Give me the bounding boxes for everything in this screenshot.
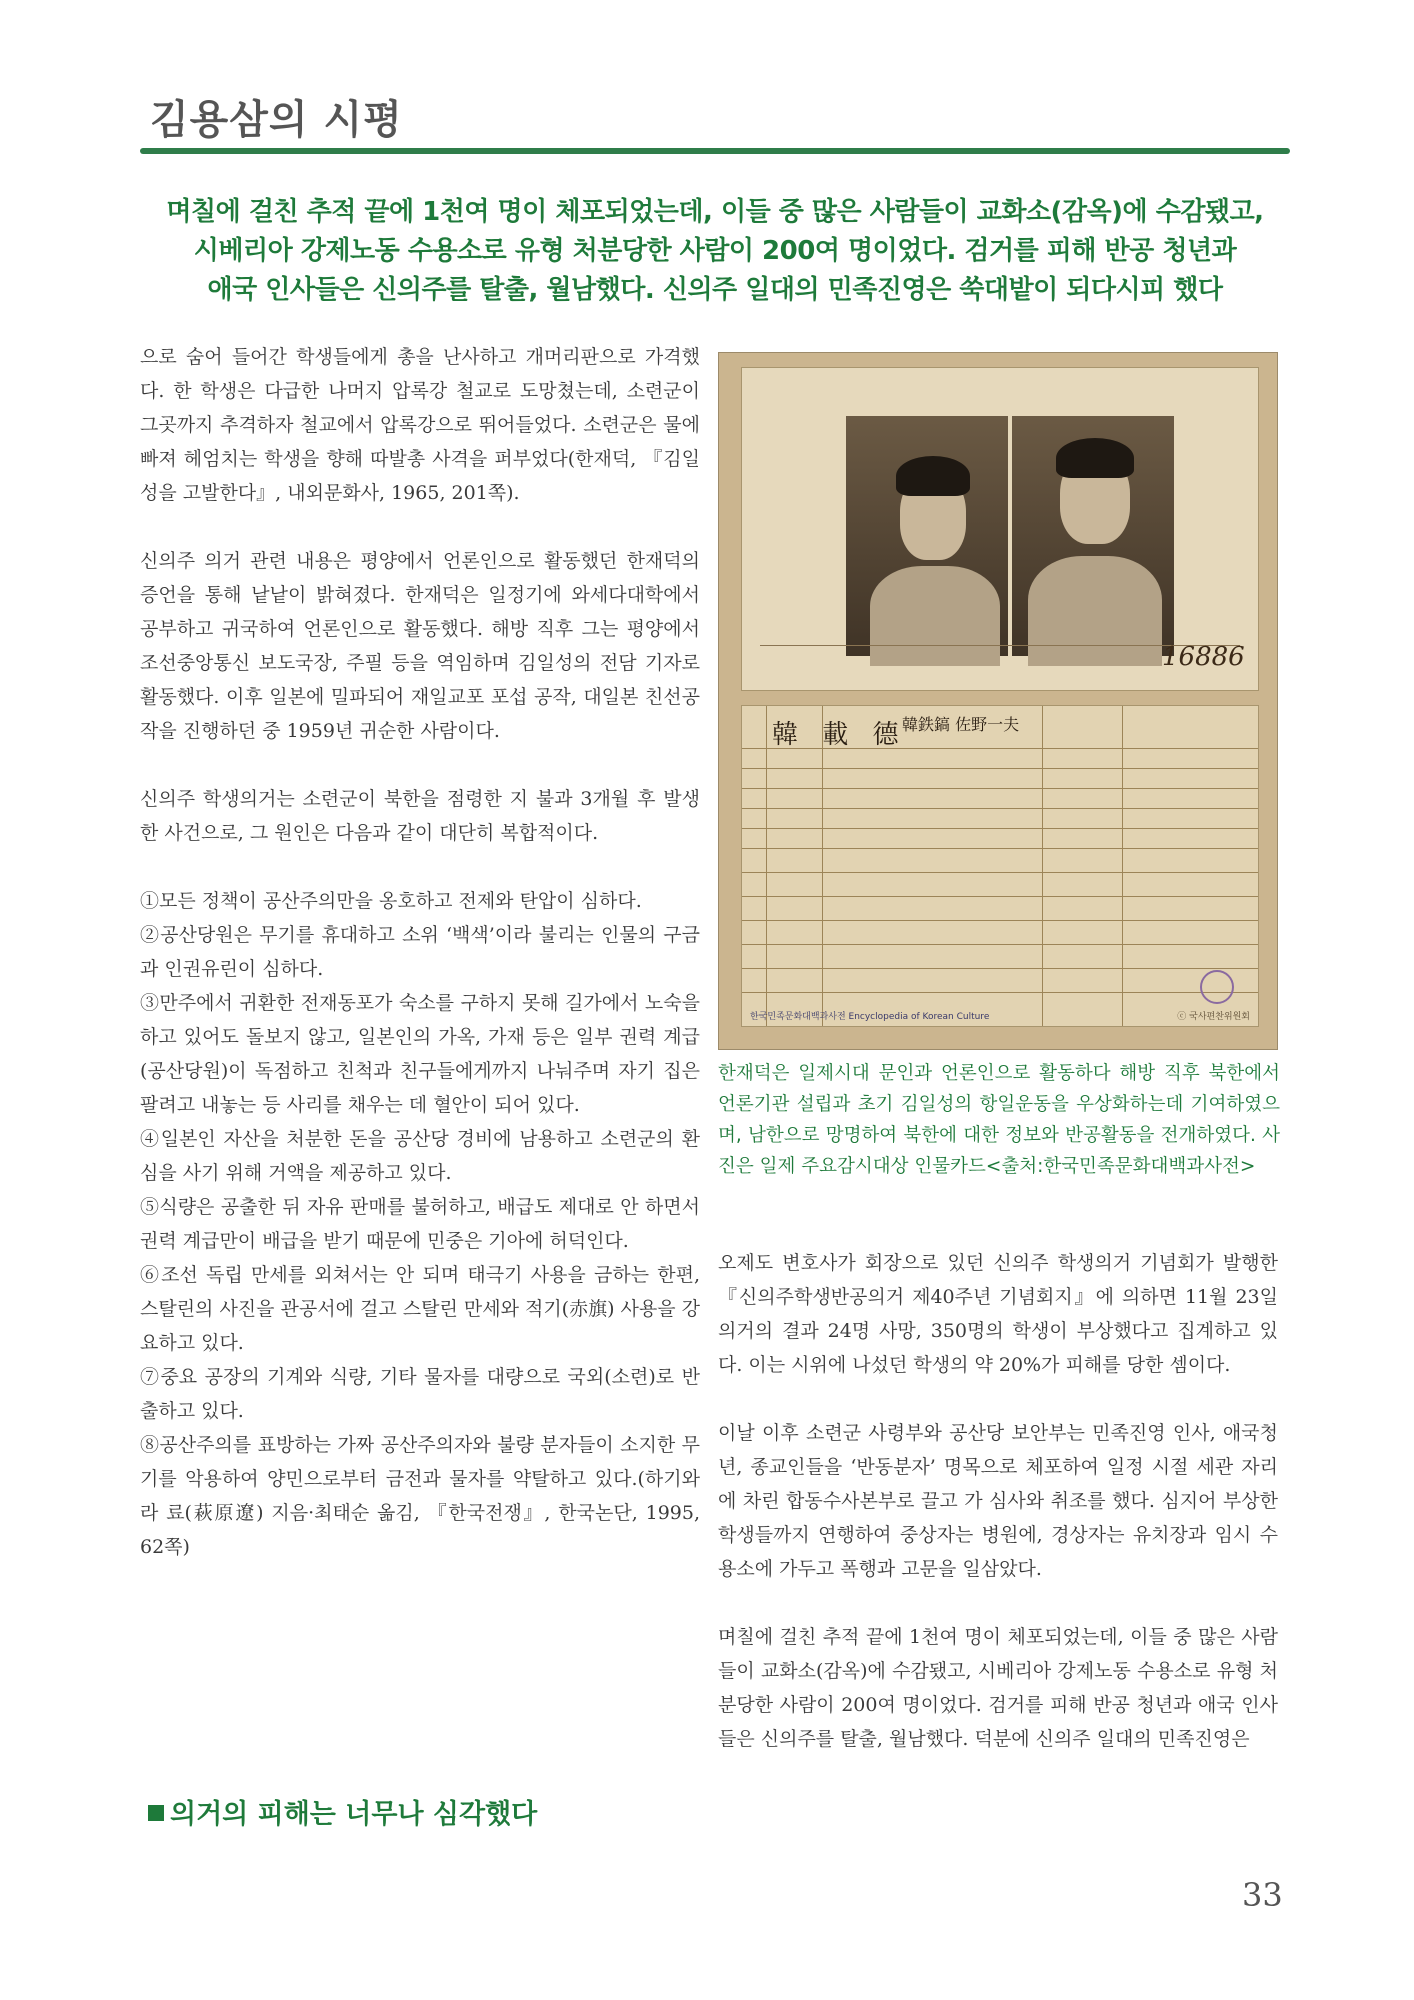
body-paragraph: 신의주 학생의거는 소련군이 북한을 점령한 지 불과 3개월 후 발생한 사건으로, 그 원인은 다음과 같이 대단히 복합적이다. [140,788,700,844]
header-divider [140,148,1290,154]
seal-stamp-icon [1200,970,1234,1004]
section-subheading [148,1792,537,1831]
archival-photo [718,352,1278,1050]
bullet-square-icon [148,1805,164,1821]
lead-line: 시베리아 강제노동 수용소로 유형 처분당한 사람이 200여 명이었다. 검거를 피해 반공 청년과 [193,236,1237,266]
body-paragraph: 오제도 변호사가 회장으로 있던 신의주 학생의거 기념회가 발행한 『신의주학생반공의거 제40주년 기념회지』에 의하면 11월 23일 의거의 결과 24명 사망, 350명의 학생이 부상했다고 집계하고 있다. 이는 시위에 나섰던 학생의 약 20%가 피해를 당한 셈이다. [718,1252,1278,1376]
source-label-ko: 한국민족문화대백과사전 [750,1012,846,1022]
lead-line: 며칠에 걸친 추적 끝에 1천여 명이 체포되었는데, 이들 중 많은 사람들이 교화소(감옥)에 수감됐고, [166,197,1264,227]
card-number: 16886 [1162,642,1245,672]
card-name: 韓 載 德 [772,720,907,750]
list-item: ②공산당원은 무기를 휴대하고 소위 ‘백색’이라 불리는 인물의 구금과 인권유린이 심하다. [140,924,700,980]
photo-copyright: ⓒ 국사편찬위원회 [1177,1012,1250,1022]
page-number: 33 [1242,1876,1283,1914]
photo-caption: 한재덕은 일제시대 문인과 언론인으로 활동하다 해방 직후 북한에서 언론기관 설립과 초기 김일성의 항일운동을 우상화하는데 기여하였으며, 남한으로 망명하여 북한에 대한 정보와 반공활동을 전개하였다. 사진은 일제 주요감시대상 인물카드<출처:한국민족문화대백과사전> [718,1063,1280,1177]
body-paragraph: 으로 숨어 들어간 학생들에게 총을 난사하고 개머리판으로 가격했다. 한 학생은 다급한 나머지 압록강 철교로 도망쳤는데, 소련군이 그곳까지 추격하자 철교에서 압록강으로 뛰어들었다. 소련군은 물에 빠져 헤엄치는 학생을 향해 따발총 사격을 퍼부었다(한재덕, 『김일성을 고발한다』, 내외문화사, 1965, 201쪽). [140,346,700,504]
mugshot-front-image [1012,416,1174,656]
list-item: ①모든 정책이 공산주의만을 옹호하고 전제와 탄압이 심하다. [140,890,642,912]
source-label-en: Encyclopedia of Korean Culture [848,1012,990,1022]
mugshot-profile-image [846,416,1008,656]
photo-source-label [750,1009,989,1022]
lead-quote [150,193,1280,310]
subheading-text: 의거의 피해는 너무나 심각했다 [170,1799,538,1830]
lead-line: 애국 인사들은 신의주를 탈출, 월남했다. 신의주 일대의 민족진영은 쑥대밭이 되다시피 했다 [207,275,1223,305]
card-alias: 韓鉄鎬 佐野一夫 [902,715,1020,734]
list-item: ⑧공산주의를 표방하는 가짜 공산주의자와 불량 분자들이 소지한 무기를 악용하여 양민으로부터 금전과 물자를 약탈하고 있다.(하기와라 료(萩原遼) 지음·최태순 옮김, 『한국전쟁』, 한국논단, 1995, 62쪽) [140,1434,700,1558]
body-paragraph: 이날 이후 소련군 사령부와 공산당 보안부는 민족진영 인사, 애국청년, 종교인들을 ‘반동분자’ 명목으로 체포하여 일정 시절 세관 자리에 차린 합동수사본부로 끌고 가 심사와 취조를 했다. 심지어 부상한 학생들까지 연행하여 중상자는 병원에, 경상자는 유치장과 임시 수용소에 가두고 폭행과 고문을 일삼았다. [718,1422,1278,1580]
list-item: ⑦중요 공장의 기계와 식량, 기타 물자를 대량으로 국외(소련)로 반출하고 있다. [140,1366,700,1422]
right-column [718,1246,1278,1756]
record-card [741,705,1259,1027]
body-paragraph: 신의주 의거 관련 내용은 평양에서 언론인으로 활동했던 한재덕의 증언을 통해 낱낱이 밝혀졌다. 한재덕은 일정기에 와세다대학에서 공부하고 귀국하여 언론인으로 활동했다. 해방 직후 그는 평양에서 조선중앙통신 보도국장, 주필 등을 역임하며 김일성의 전담 기자로 활동했다. 이후 일본에 밀파되어 재일교포 포섭 공작, 대일본 친선공작을 진행하던 중 1959년 귀순한 사람이다. [140,550,700,742]
list-item: ③만주에서 귀환한 전재동포가 숙소를 구하지 못해 길가에서 노숙을 하고 있어도 돌보지 않고, 일본인의 가옥, 가재 등은 일부 권력 계급(공산당원)이 독점하고 친척과 친구들에게까지 나눠주며 자기 집은 팔려고 내놓는 등 사리를 채우는 데 혈안이 되어 있다. [140,992,700,1116]
mugshot-card [741,367,1259,691]
left-column [140,340,700,1564]
list-item: ⑥조선 독립 만세를 외쳐서는 안 되며 태극기 사용을 금하는 한편, 스탈린의 사진을 관공서에 걸고 스탈린 만세와 적기(赤旗) 사용을 강요하고 있다. [140,1264,700,1354]
list-item: ④일본인 자산을 처분한 돈을 공산당 경비에 남용하고 소련군의 환심을 사기 위해 거액을 제공하고 있다. [140,1128,700,1184]
body-paragraph: 며칠에 걸친 추적 끝에 1천여 명이 체포되었는데, 이들 중 많은 사람들이 교화소(감옥)에 수감됐고, 시베리아 강제노동 수용소로 유형 처분당한 사람이 200여 명이었다. 검거를 피해 반공 청년과 애국 인사들은 신의주를 탈출, 월남했다. 덕분에 신의주 일대의 민족진영은 [718,1626,1278,1750]
page-header-title: 김용삼의 시평 [150,97,403,143]
list-item: ⑤식량은 공출한 뒤 자유 판매를 불허하고, 배급도 제대로 안 하면서 권력 계급만이 배급을 받기 때문에 민중은 기아에 허덕인다. [140,1196,700,1252]
